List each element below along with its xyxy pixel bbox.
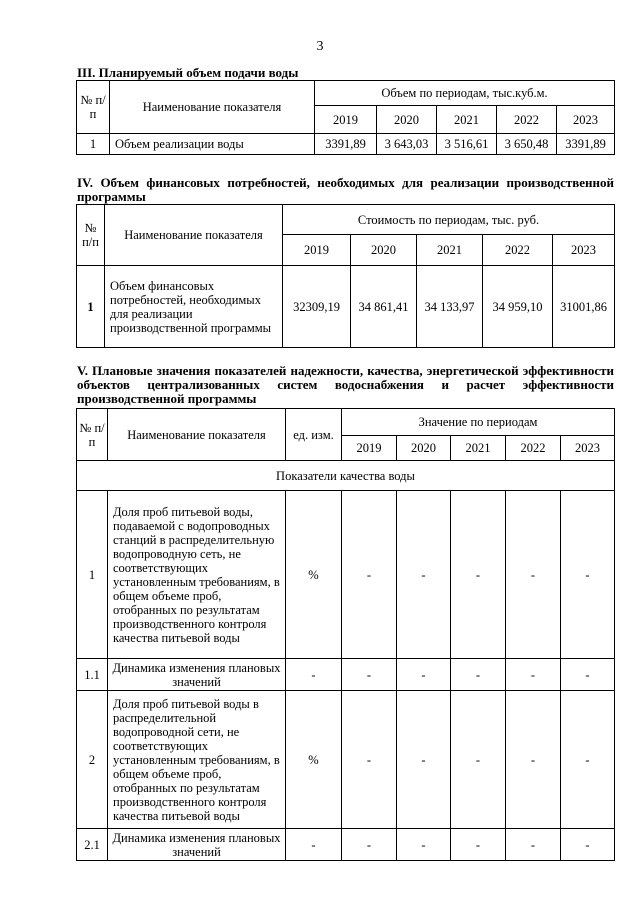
section-4-title: IV. Объем финансовых потребностей, необходимых для реализации производственной программы [77,175,614,204]
table-quality-indicators [76,408,615,861]
table-row [77,829,615,861]
row-value: 3 650,48 [497,134,557,155]
year-header: 2020 [377,106,437,134]
row-value: 3391,89 [557,134,615,155]
row-value: - [506,829,561,861]
year-header: 2021 [451,436,506,461]
page-number: 3 [316,39,324,54]
row-value: - [561,491,615,659]
table-row [77,659,615,691]
row-value: 34 959,10 [483,266,553,348]
year-header: 2021 [417,235,483,266]
row-value: 3391,89 [315,134,377,155]
col-header-group: Объем по периодам, тыс.куб.м. [315,81,615,106]
col-header-group: Стоимость по периодам, тыс. руб. [283,205,615,235]
row-value: - [506,659,561,691]
row-value: - [561,659,615,691]
col-header-no: № п/п [77,205,105,266]
year-header: 2022 [506,436,561,461]
year-header: 2019 [342,436,397,461]
section-3-title: III. Планируемый объем подачи воды [77,65,299,80]
row-name: Динамика изменения плановых значений [108,659,286,691]
row-value: - [451,691,506,829]
year-header: 2021 [437,106,497,134]
col-header-name: Наименование показателя [108,409,286,461]
row-unit: % [286,691,342,829]
row-value: 3 643,03 [377,134,437,155]
col-header-no: № п/п [77,81,110,134]
row-no: 2.1 [77,829,108,861]
row-value: - [342,829,397,861]
row-value: - [451,659,506,691]
col-header-unit: ед. изм. [286,409,342,461]
row-value: - [397,659,451,691]
row-value: - [342,491,397,659]
row-unit: % [286,491,342,659]
col-header-name: Наименование показателя [105,205,283,266]
row-no: 1 [77,491,108,659]
row-value: - [342,659,397,691]
row-name: Объем реализации воды [110,134,315,155]
col-header-group: Значение по периодам [342,409,615,436]
row-no: 1.1 [77,659,108,691]
row-unit: - [286,829,342,861]
row-value: - [561,691,615,829]
table-row [77,491,615,659]
year-header: 2022 [483,235,553,266]
row-value: - [451,491,506,659]
year-header: 2020 [351,235,417,266]
row-value: 34 133,97 [417,266,483,348]
row-name: Доля проб питьевой воды, подаваемой с водопроводных станций в распределительную водопроводную сеть, не соответствующих установленным требованиям, в общем объеме проб, отобранных по результатам производственного контроля качества питьевой воды [108,491,286,659]
row-name: Динамика изменения плановых значений [108,829,286,861]
row-value: 31001,86 [553,266,615,348]
row-value: - [451,829,506,861]
row-value: - [561,829,615,861]
row-unit: - [286,659,342,691]
year-header: 2019 [315,106,377,134]
row-value: - [506,491,561,659]
table-row [77,134,615,155]
row-no: 1 [77,266,105,348]
col-header-name: Наименование показателя [110,81,315,134]
row-name: Объем финансовых потребностей, необходимых для реализации производственной программы [105,266,283,348]
year-header: 2023 [561,436,615,461]
row-no: 1 [77,134,110,155]
col-header-no: № п/п [77,409,108,461]
section-5-title: V. Плановые значения показателей надежности, качества, энергетической эффективности объектов централизованных систем водоснабжения и расчет эффективности производственной программы [77,363,614,406]
year-header: 2023 [557,106,615,134]
row-value: 34 861,41 [351,266,417,348]
row-value: - [397,829,451,861]
subheader-water-quality: Показатели качества воды [77,461,615,491]
row-value: - [397,691,451,829]
table-row [77,691,615,829]
year-header: 2019 [283,235,351,266]
row-value: 32309,19 [283,266,351,348]
table-financial-needs [76,204,615,348]
year-header: 2023 [553,235,615,266]
row-value: 3 516,61 [437,134,497,155]
year-header: 2022 [497,106,557,134]
row-value: - [506,691,561,829]
row-value: - [397,491,451,659]
row-name: Доля проб питьевой воды в распределительной водопроводной сети, не соответствующих установленным требованиям, в общем объеме проб, отобранных по результатам производственного контроля качества питьевой воды [108,691,286,829]
row-value: - [342,691,397,829]
table-row [77,266,615,348]
table-water-volume [76,80,615,155]
year-header: 2020 [397,436,451,461]
row-no: 2 [77,691,108,829]
